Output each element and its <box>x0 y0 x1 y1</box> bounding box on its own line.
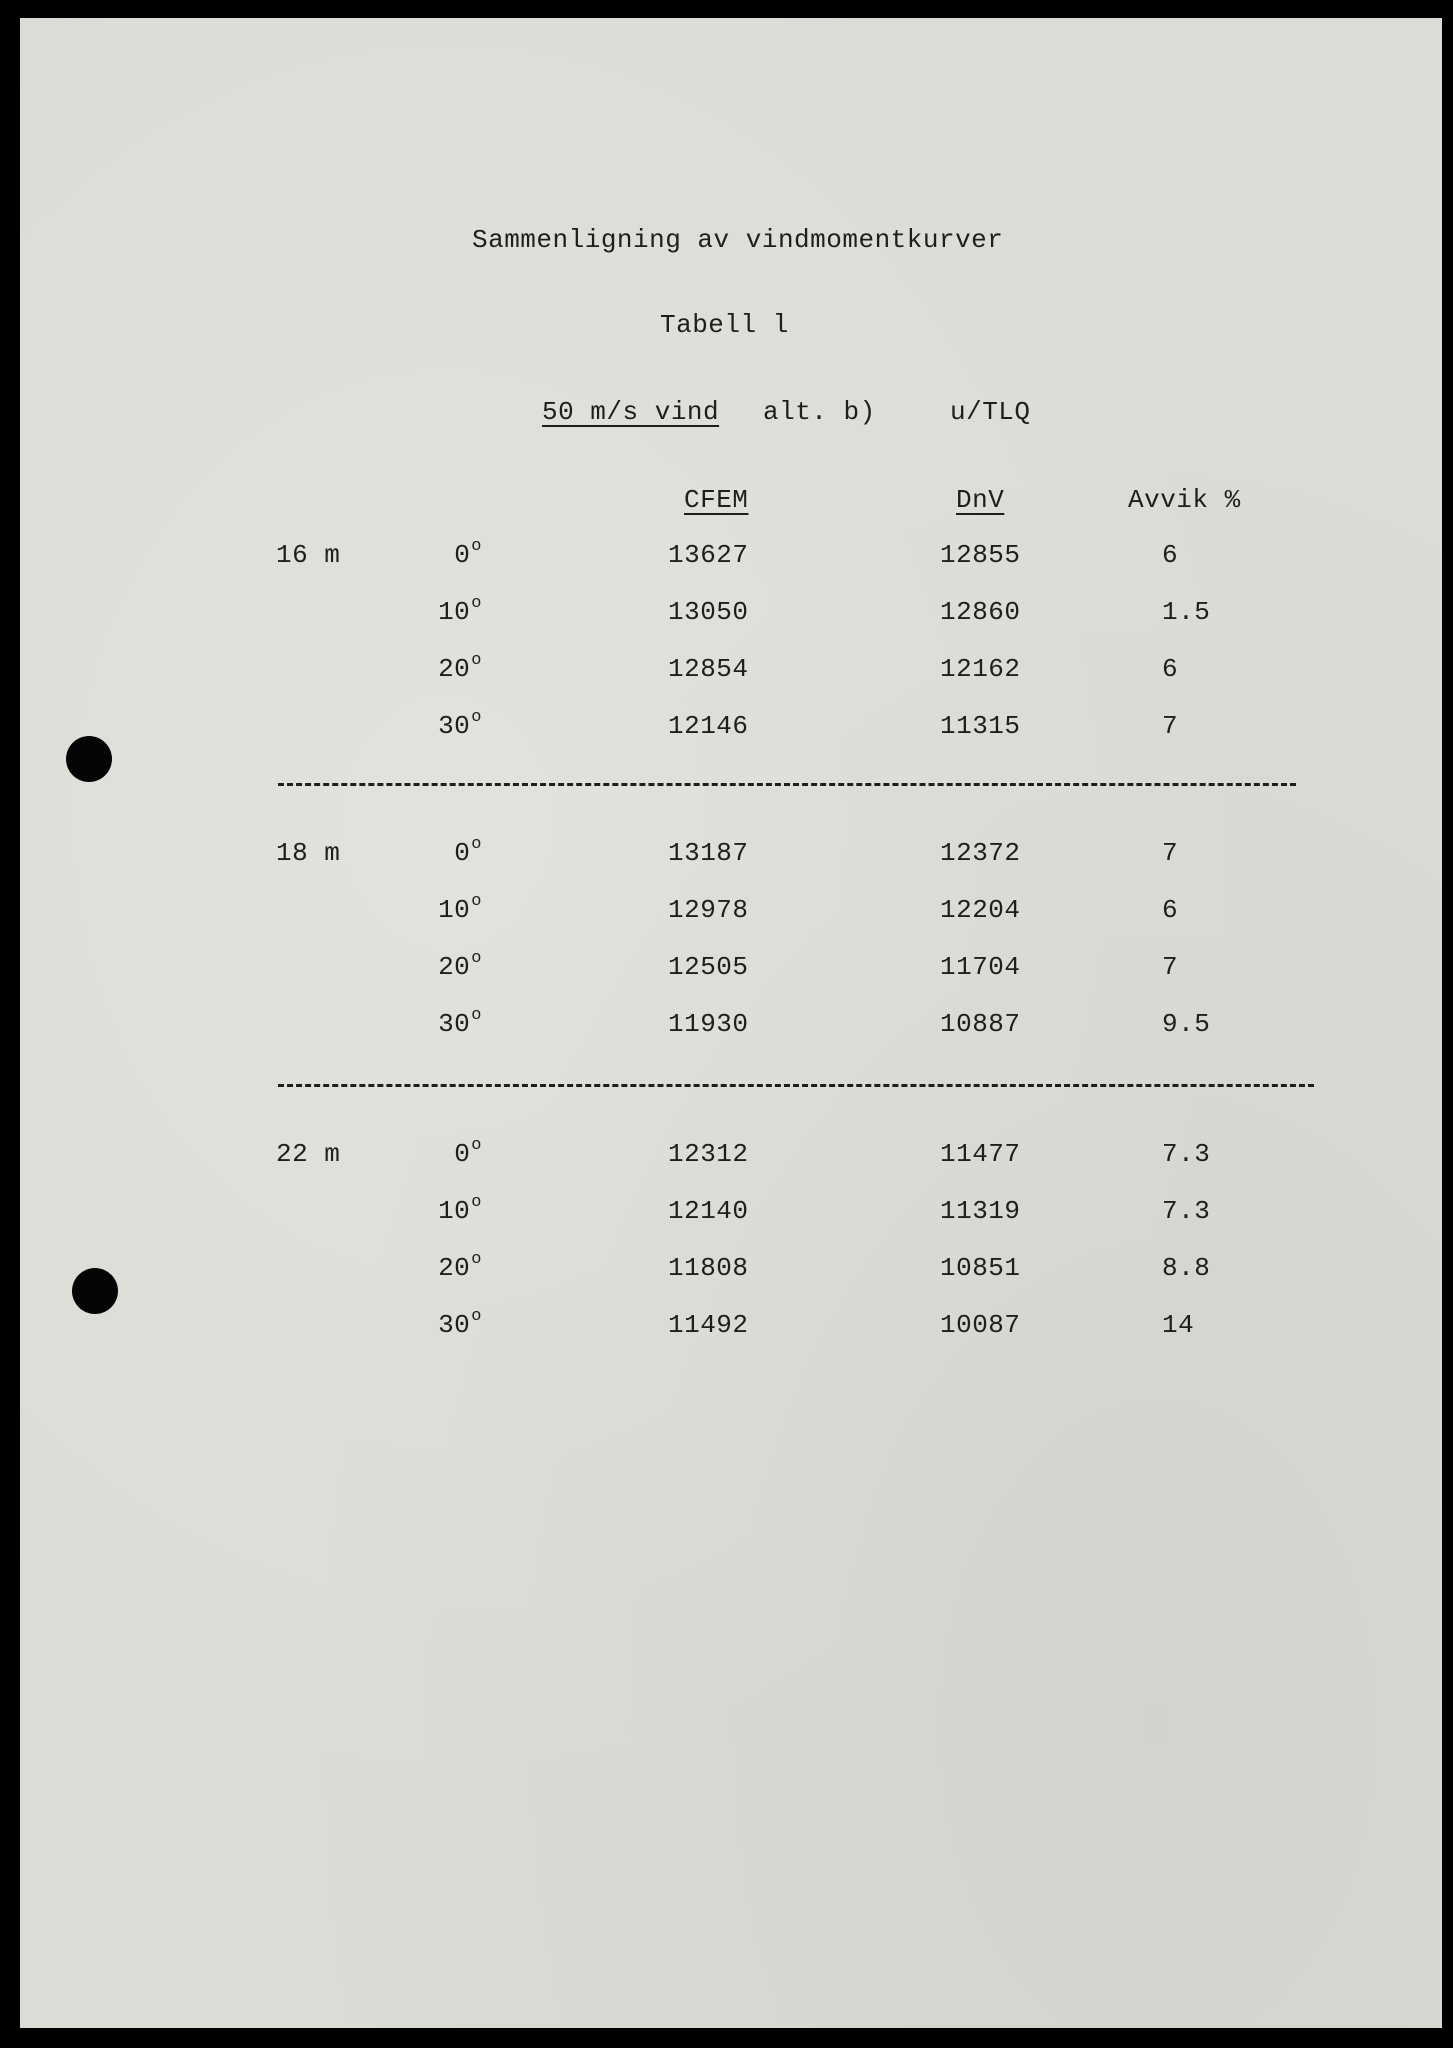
dnv-value: 12204 <box>940 895 1021 925</box>
dnv-value: 12860 <box>940 597 1021 627</box>
degree-symbol: o <box>471 949 482 968</box>
cfem-value: 11930 <box>668 1009 749 1039</box>
group-separator <box>278 1084 1314 1087</box>
wind-condition: 50 m/s vind <box>542 397 720 427</box>
angle-cell: 20$^o$ <box>438 1250 482 1283</box>
angle-cell: 30$^o$ <box>438 1307 482 1340</box>
avvik-value: 6 <box>1162 540 1179 570</box>
degree-symbol: o <box>471 708 482 727</box>
depth-label: 22 m <box>276 1139 341 1169</box>
angle-cell: 0$^o$ <box>454 537 482 570</box>
degree-symbol: o <box>471 594 482 613</box>
avvik-value: 7 <box>1162 711 1179 741</box>
avvik-value: 1.5 <box>1162 597 1211 627</box>
cfem-value: 13050 <box>668 597 749 627</box>
dnv-value: 10887 <box>940 1009 1021 1039</box>
degree-symbol: o <box>471 892 482 911</box>
tlq-note: u/TLQ <box>950 397 1031 427</box>
alt-condition: alt. b) <box>763 397 876 427</box>
degree-symbol: o <box>471 835 482 854</box>
degree-symbol: o <box>471 651 482 670</box>
group-separator <box>278 783 1296 786</box>
dnv-value: 11704 <box>940 952 1021 982</box>
avvik-value: 7.3 <box>1162 1196 1211 1226</box>
cfem-value: 12140 <box>668 1196 749 1226</box>
cfem-value: 12505 <box>668 952 749 982</box>
dnv-value: 12372 <box>940 838 1021 868</box>
degree-symbol: o <box>471 1006 482 1025</box>
avvik-value: 14 <box>1162 1310 1195 1340</box>
angle-cell: 0$^o$ <box>454 1136 482 1169</box>
col-header-dnv: DnV <box>956 485 1005 515</box>
dnv-value: 11477 <box>940 1139 1021 1169</box>
avvik-value: 6 <box>1162 895 1179 925</box>
angle-cell: 30$^o$ <box>438 708 482 741</box>
degree-symbol: o <box>471 1250 482 1269</box>
table-caption: Tabell l <box>660 310 789 340</box>
cfem-value: 12854 <box>668 654 749 684</box>
punch-hole-top <box>66 736 112 782</box>
angle-cell: 10$^o$ <box>438 1193 482 1226</box>
angle-cell: 0$^o$ <box>454 835 482 868</box>
document-title: Sammenligning av vindmomentkurver <box>472 225 1004 255</box>
cfem-value: 12146 <box>668 711 749 741</box>
avvik-value: 9.5 <box>1162 1009 1211 1039</box>
avvik-value: 8.8 <box>1162 1253 1211 1283</box>
cfem-value: 11808 <box>668 1253 749 1283</box>
degree-symbol: o <box>471 1193 482 1212</box>
avvik-value: 7 <box>1162 952 1179 982</box>
angle-cell: 10$^o$ <box>438 892 482 925</box>
dnv-value: 11315 <box>940 711 1021 741</box>
angle-cell: 10$^o$ <box>438 594 482 627</box>
avvik-value: 7 <box>1162 838 1179 868</box>
degree-symbol: o <box>471 1307 482 1326</box>
avvik-value: 6 <box>1162 654 1179 684</box>
cfem-value: 12978 <box>668 895 749 925</box>
depth-label: 16 m <box>276 540 341 570</box>
angle-cell: 20$^o$ <box>438 949 482 982</box>
avvik-value: 7.3 <box>1162 1139 1211 1169</box>
cfem-value: 11492 <box>668 1310 749 1340</box>
dnv-value: 12855 <box>940 540 1021 570</box>
cfem-value: 12312 <box>668 1139 749 1169</box>
angle-cell: 30$^o$ <box>438 1006 482 1039</box>
depth-label: 18 m <box>276 838 341 868</box>
col-header-cfem: CFEM <box>684 485 749 515</box>
angle-cell: 20$^o$ <box>438 651 482 684</box>
dnv-value: 12162 <box>940 654 1021 684</box>
punch-hole-bottom <box>72 1268 118 1314</box>
col-header-avvik: Avvik % <box>1128 485 1241 515</box>
dnv-value: 10087 <box>940 1310 1021 1340</box>
cfem-value: 13627 <box>668 540 749 570</box>
dnv-value: 11319 <box>940 1196 1021 1226</box>
degree-symbol: o <box>471 537 482 556</box>
dnv-value: 10851 <box>940 1253 1021 1283</box>
degree-symbol: o <box>471 1136 482 1155</box>
cfem-value: 13187 <box>668 838 749 868</box>
